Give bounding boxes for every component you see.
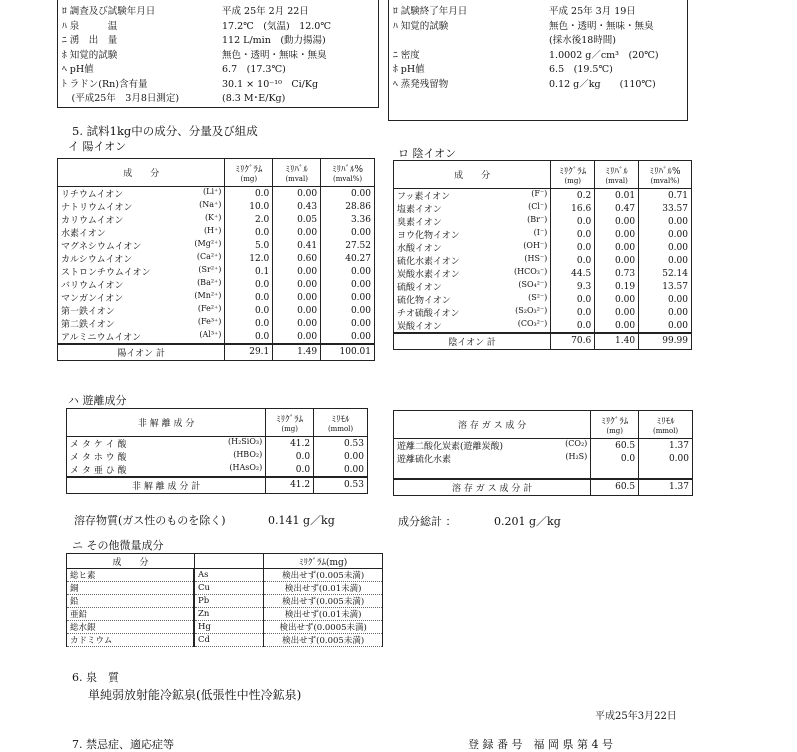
- table-row: マグネシウムイオン (Mg²⁺) 5.0 0.41 27.52: [58, 239, 375, 252]
- col-mval: ﾐﾘﾊﾞﾙ (mval): [273, 159, 321, 187]
- table-row: 遊離硫化水素 (H₂S) 0.0 0.00: [394, 452, 693, 465]
- tl-row: ﾍ pH値 6.7 (17.3℃): [62, 64, 286, 75]
- table-row: 銅 Cu 検出せず(0.01未満): [67, 582, 383, 595]
- tr-row: (採水後18時間): [549, 35, 617, 46]
- tl-row: ﾆ 湧 出 量 112 L/min (動力揚湯): [62, 35, 326, 46]
- test-info-box-left: [57, 0, 379, 108]
- table-row: 炭酸水素イオン (HCO₃⁻) 44.5 0.73 52.14: [394, 267, 692, 280]
- test-info-box-right: [388, 0, 688, 121]
- table-row: 水素イオン (H⁺) 0.0 0.00 0.00: [58, 226, 375, 239]
- anion-table: 成 分 ﾐﾘｸﾞﾗﾑ (mg) ﾐﾘﾊﾞﾙ (mval) ﾐﾘﾊﾞﾙ% (mval%) フッ素イオン (F⁻) 0.2 0.01 0.71 塩素イオン (Cl⁻) 16.6 0.47 33.57 臭素イオン (Br⁻) 0.0 0.00 0.00 ヨウ化物イオン (I⁻) 0.0 0.00 0.00 水酸イオン (OH⁻) 0.0 0.00 0.00 硫化水素イオン (HS⁻) 0.0 0.00 0.00 炭酸水素イオン (HCO₃⁻) 44.5 0.73 52.14 硫酸イオン (SO₄²⁻) 9.3 0.19 13.57 硫化物イオン (S²⁻) 0.0 0.00 0.00 チオ硫酸イオン (S₂O₃²⁻) 0.0 0.00 0.00 炭酸イオン (CO₃²⁻) 0.0 0.00 0.00 陰イオン 計 70.6 1.40 99.99: [393, 160, 692, 350]
- anion-title: ロ 陰イオン: [398, 147, 457, 160]
- spring-quality-title: 6. 泉 質: [72, 671, 119, 684]
- table-row: 遊離二酸化炭素(遊離炭酸) (CO₂) 60.5 1.37: [394, 439, 693, 453]
- table-row: カルシウムイオン (Ca²⁺) 12.0 0.60 40.27: [58, 252, 375, 265]
- table-row: 臭素イオン (Br⁻) 0.0 0.00 0.00: [394, 215, 692, 228]
- free-components-title: ハ 遊離成分: [68, 394, 127, 407]
- table-row: ヨウ化物イオン (I⁻) 0.0 0.00 0.00: [394, 228, 692, 241]
- dissolved-gas-table: 溶 存 ガ ス 成 分 ﾐﾘｸﾞﾗﾑ (mg) ﾐﾘﾓﾙ (mmol) 遊離二酸化炭素(遊離炭酸) (CO₂) 60.5 1.37 遊離硫化水素 (H₂S) 0.0 0.00 溶 存 ガ ス 成 分 計 60.5 1.37: [393, 410, 693, 496]
- table-row: ナトリウムイオン (Na⁺) 10.0 0.43 28.86: [58, 200, 375, 213]
- nondissociated-table: 非 解 離 成 分 ﾐﾘｸﾞﾗﾑ (mg) ﾐﾘﾓﾙ (mmol) メ タ ケ イ 酸 (H₂SiO₃) 41.2 0.53 メ タ ホ ウ 酸 (HBO₂) 0.0 0.00 メ タ 亜 ひ 酸 (HAsO₂) 0.0 0.00 非 解 離 成 分 計 41.2 0.53: [66, 408, 368, 494]
- spring-quality: 単純弱放射能冷鉱泉(低張性中性冷鉱泉): [88, 688, 302, 702]
- table-row: 炭酸イオン (CO₃²⁻) 0.0 0.00 0.00: [394, 319, 692, 333]
- tl-row: (平成25年 3月8日測定) (8.3 M･E/Kg): [62, 93, 286, 104]
- tl-row: ﾎ 知覚的試験 無色・透明・無味・無臭: [62, 49, 327, 61]
- other-trace-title: ニ その他微量成分: [72, 539, 164, 552]
- table-row: 鉛 Pb 検出せず(0.005未満): [67, 595, 383, 608]
- table-row: カドミウム Cd 検出せず(0.005未満): [67, 634, 383, 647]
- dissolved-substance-label: 溶存物質(ガス性のものを除く): [74, 514, 226, 527]
- cation-table: [57, 158, 375, 361]
- table-row: 第一鉄イオン (Fe²⁺) 0.0 0.00 0.00: [58, 304, 375, 317]
- table-row: ストロンチウムイオン (Sr²⁺) 0.1 0.00 0.00: [58, 265, 375, 278]
- tr-row: ﾊ 知覚的試験 無色・透明・無味・無臭: [393, 20, 654, 32]
- col-mval-pct: ﾐﾘﾊﾞﾙ% (mval%): [321, 159, 375, 187]
- tl-row: ﾛ 調査及び試験年月日 平成 25年 2月 22日: [62, 6, 309, 17]
- tl-row: ﾊ 泉 温 17.2℃ (気温) 12.0℃: [62, 20, 331, 32]
- trace-components-table: 成 分 ﾐﾘｸﾞﾗﾑ(mg) 総ヒ素 As 検出せず(0.005未満) 銅 Cu 検出せず(0.01未満) 鉛 Pb 検出せず(0.005未満) 亜鉛 Zn 検出せず(0.01未満) 総水銀 Hg 検出せず(0.0005未満) カドミウム Cd 検出せず(0.005未満): [66, 553, 383, 647]
- col-mg: ﾐﾘｸﾞﾗﾑ (mg): [225, 159, 273, 187]
- table-row: 塩素イオン (Cl⁻) 16.6 0.47 33.57: [394, 202, 692, 215]
- cation-total-row: 陽イオン 計 29.1 1.49 100.01: [58, 344, 375, 360]
- dissolved-substance-value: 0.141 g／kg: [268, 514, 335, 527]
- table-row: メ タ ホ ウ 酸 (HBO₂) 0.0 0.00: [67, 450, 368, 463]
- registration-number: 登 録 番 号 福 岡 県 第 4 号: [468, 738, 613, 751]
- table-row: フッ素イオン (F⁻) 0.2 0.01 0.71: [394, 189, 692, 203]
- table-row: 硫化水素イオン (HS⁻) 0.0 0.00 0.00: [394, 254, 692, 267]
- table-row: メ タ 亜 ひ 酸 (HAsO₂) 0.0 0.00: [67, 463, 368, 477]
- issue-date: 平成25年3月22日: [595, 711, 677, 722]
- table-row: 総ヒ素 As 検出せず(0.005未満): [67, 569, 383, 582]
- tr-row: ﾍ 蒸発残留物 0.12 g／kg (110℃): [393, 78, 656, 90]
- table-row: バリウムイオン (Ba²⁺) 0.0 0.00 0.00: [58, 278, 375, 291]
- table-row: 水酸イオン (OH⁻) 0.0 0.00 0.00: [394, 241, 692, 254]
- table-row: 硫酸イオン (SO₄²⁻) 9.3 0.19 13.57: [394, 280, 692, 293]
- table-row: チオ硫酸イオン (S₂O₃²⁻) 0.0 0.00 0.00: [394, 306, 692, 319]
- tr-row: ﾛ 試験終了年月日 平成 25年 3月 19日: [393, 6, 636, 17]
- anion-total-row: 陰イオン 計 70.6 1.40 99.99: [394, 333, 692, 349]
- tl-row: ﾄ ラドン(Rn)含有量 30.1 × 10⁻¹⁰ Ci/Kg: [62, 78, 319, 90]
- col-component: 成 分: [58, 159, 225, 187]
- section-5-heading: 5. 試料1kg中の成分、分量及び組成: [72, 124, 258, 138]
- table-row: 総水銀 Hg 検出せず(0.0005未満): [67, 621, 383, 634]
- table-row: アルミニウムイオン (Al³⁺) 0.0 0.00 0.00: [58, 330, 375, 344]
- tr-row: ﾎ pH値 6.5 (19.5℃): [393, 64, 613, 75]
- table-row: 第二鉄イオン (Fe³⁺) 0.0 0.00 0.00: [58, 317, 375, 330]
- tr-row: ﾆ 密度 1.0002 g／cm³ (20℃): [393, 49, 659, 61]
- cation-title: イ 陽イオン: [68, 140, 127, 153]
- total-components-label: 成分総計 ：: [398, 515, 457, 528]
- table-row: カリウムイオン (K⁺) 2.0 0.05 3.36: [58, 213, 375, 226]
- table-row: 硫化物イオン (S²⁻) 0.0 0.00 0.00: [394, 293, 692, 306]
- table-row: リチウムイオン (Li⁺) 0.0 0.00 0.00: [58, 187, 375, 201]
- total-components-value: 0.201 g／kg: [494, 515, 561, 528]
- table-row: 亜鉛 Zn 検出せず(0.01未満): [67, 608, 383, 621]
- table-row: メ タ ケ イ 酸 (H₂SiO₃) 41.2 0.53: [67, 437, 368, 451]
- section-7-heading: 7. 禁忌症、適応症等: [72, 738, 174, 751]
- table-row: マンガンイオン (Mn²⁺) 0.0 0.00 0.00: [58, 291, 375, 304]
